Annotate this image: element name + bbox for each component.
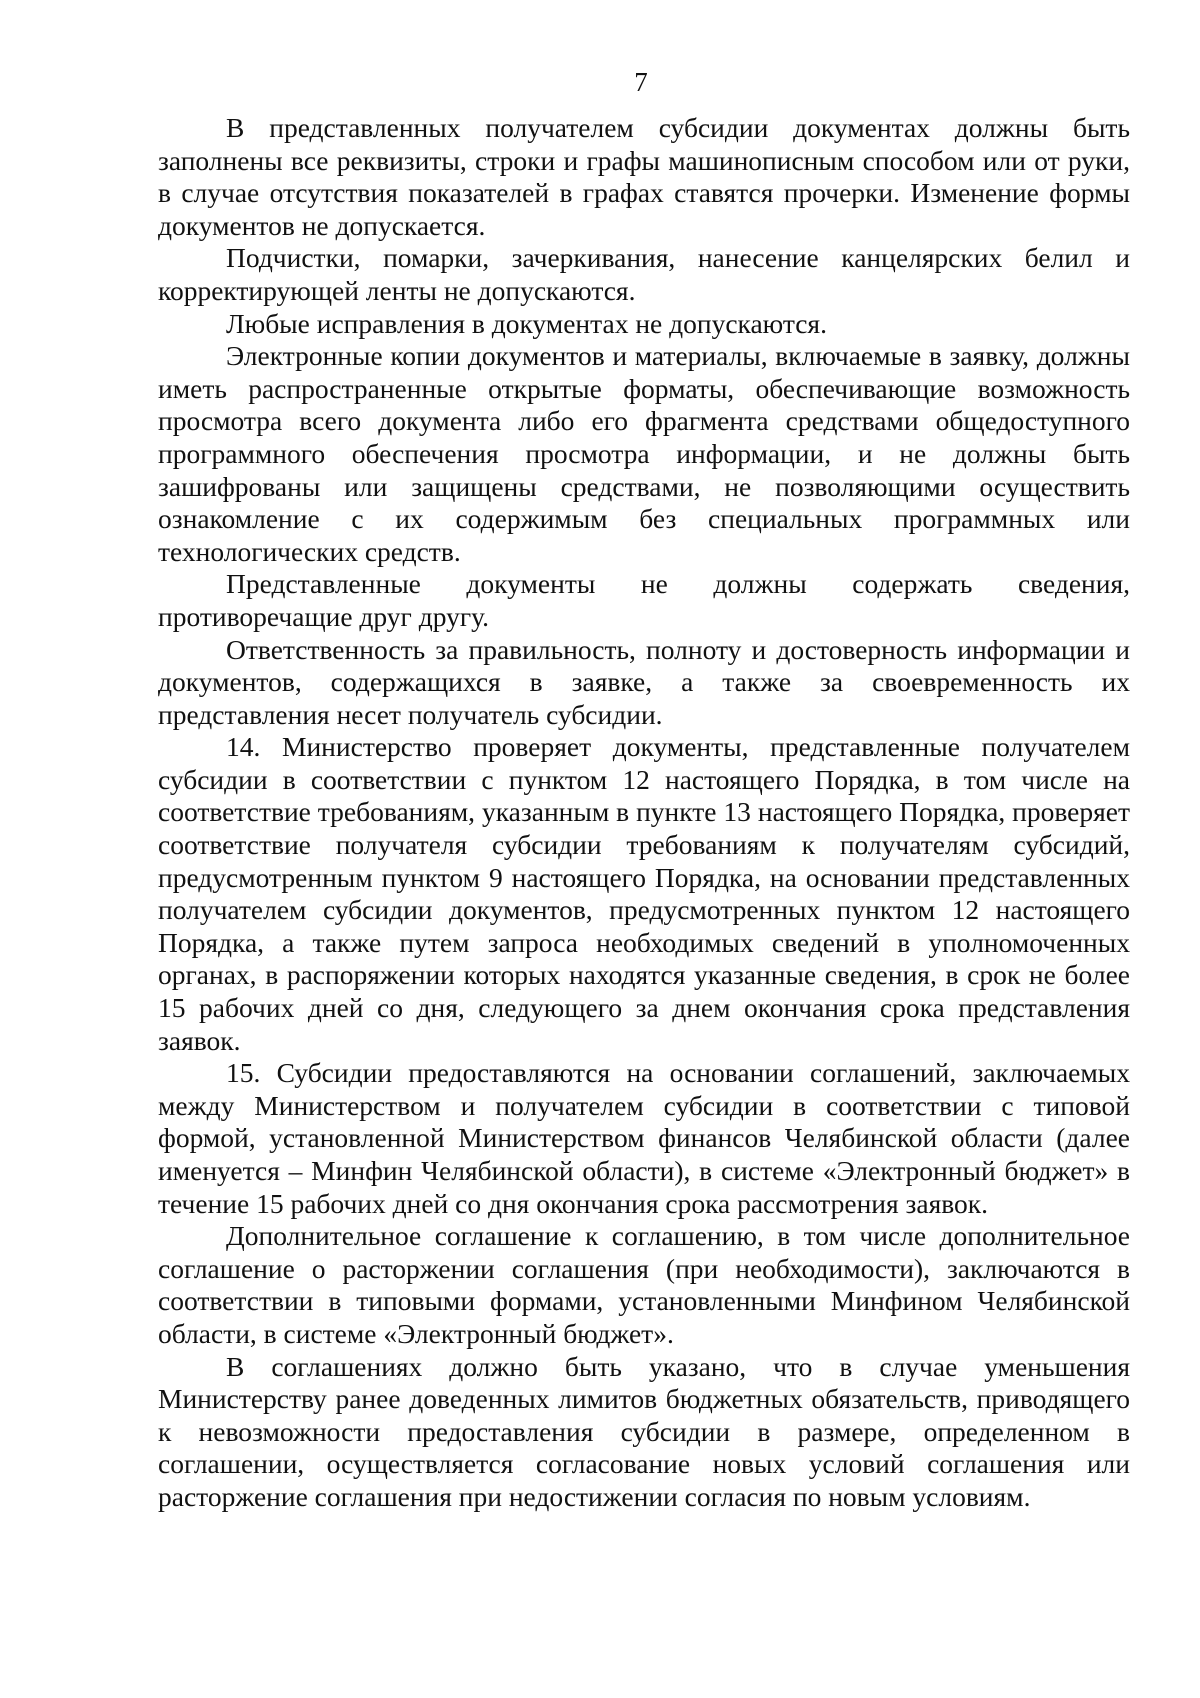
paragraph: В представленных получателем субсидии документах должны быть заполнены все реквизиты, строки и графы машинописным способом или от руки, в случае отсутствия показателей в графах ставятся прочерки. Изменение формы документов не допускается. [158,112,1130,241]
paragraph-item-15: 15. Субсидии предоставляются на основании соглашений, заключаемых между Министерством и получателем субсидии в соответствии с типовой формой, установленной Министерством финансов Челябинской области (далее именуется – Минфин Челябинской области), в системе «Электронный бюджет» в течение 15 рабочих дней со дня окончания срока рассмотрения заявок. [158,1057,1130,1219]
paragraph: Представленные документы не должны содержать сведения, противоречащие друг другу. [158,568,1130,632]
paragraph: В соглашениях должно быть указано, что в случае уменьшения Министерству ранее доведенных лимитов бюджетных обязательств, приводящего к невозможности предоставления субсидии в размере, определенном в соглашении, осуществляется согласование новых условий соглашения или расторжение соглашения при недостижении согласия по новым условиям. [158,1350,1130,1512]
page-number: 7 [634,67,648,97]
paragraph: Электронные копии документов и материалы, включаемые в заявку, должны иметь распространенные открытые форматы, обеспечивающие возможность просмотра всего документа либо его фрагмента средствами общедоступного программного обеспечения просмотра информации, и не должны быть зашифрованы или защищены средствами, не позволяющими осуществить ознакомление с их содержимым без специальных программных или технологических средств. [158,340,1130,567]
paragraph: Ответственность за правильность, полноту и достоверность информации и документов, содержащихся в заявке, а также за своевременность их представления несет получатель субсидии. [158,633,1130,730]
document-body [158,112,1130,1514]
paragraph: Любые исправления в документах не допускаются. [226,307,827,339]
paragraph: Дополнительное соглашение к соглашению, в том числе дополнительное соглашение о расторжении соглашения (при необходимости), заключаются в соответствии в типовыми формами, установленными Минфином Челябинской области, в системе «Электронный бюджет». [158,1220,1130,1349]
paragraph: Подчистки, помарки, зачеркивания, нанесение канцелярских белил и корректирующей ленты не допускаются. [158,242,1130,306]
paragraph-item-14: 14. Министерство проверяет документы, представленные получателем субсидии в соответствии с пунктом 12 настоящего Порядка, в том числе на соответствие требованиям, указанным в пункте 13 настоящего Порядка, проверяет соответствие получателя субсидии требованиям к получателям субсидий, предусмотренным пунктом 9 настоящего Порядка, на основании представленных получателем субсидии документов, предусмотренных пунктом 12 настоящего Порядка, а также путем запроса необходимых сведений в уполномоченных органах, в распоряжении которых находятся указанные сведения, в срок не более 15 рабочих дней со дня, следующего за днем окончания срока представления заявок. [158,731,1130,1056]
